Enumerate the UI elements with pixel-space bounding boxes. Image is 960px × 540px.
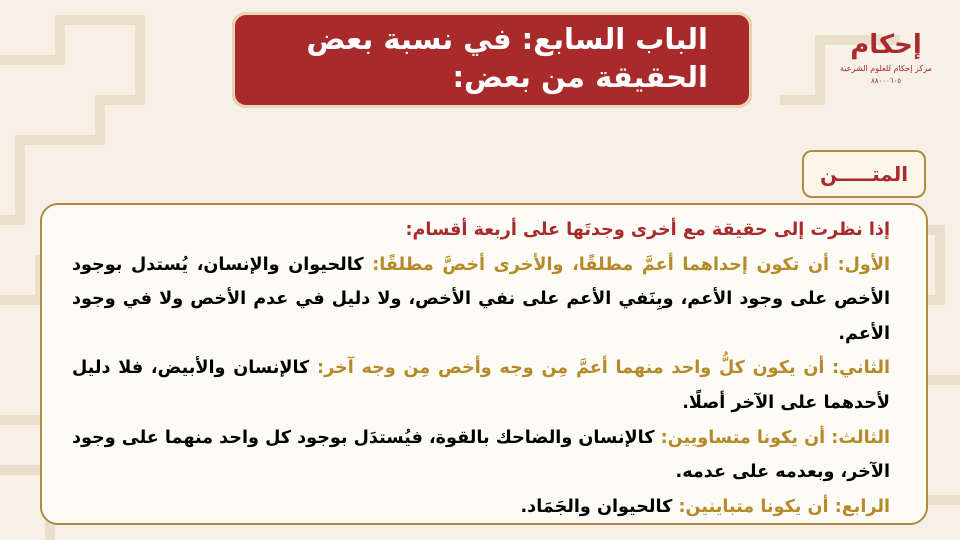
matn-section-tab: المتـــــن [802,150,926,198]
fourth-category-paragraph [72,490,890,525]
second-category-paragraph [72,351,890,420]
third-condition: أن يكونا متساويين: [660,427,832,448]
ihkam-logo [838,28,934,98]
logo-subtitle: مركز إحكام للعلوم الشرعية [840,64,932,73]
chapter-title-line-2: الحقيقة من بعض: [452,60,708,94]
fourth-condition: أن يكونا متباينين: [678,496,835,517]
third-label: الثالث: [831,427,890,448]
logo-number: ٨٨٠٠٠٦٠٥ [870,77,902,85]
intro-text: إذا نظرت إلى حقيقة مع أخرى وجدتَها على أربعة أقسام: [405,220,890,240]
third-category-paragraph [72,421,890,490]
first-condition: أن تكون إحداهما أعمَّ مطلقًا، والأخرى أخصَّ مطلقًا: [372,254,838,275]
logo-wordmark: إحكام [850,30,922,60]
fourth-label: الرابع: [834,496,890,517]
first-text: كالحيوان والإنسان، يُستدل بوجود الأخص على وجود الأعم، وبِنَفي الأعم على نفي الأخص، ولا دليل في عدم الأخص ولا في وجود الأعم. [72,254,890,344]
first-label: الأول: [837,254,890,275]
second-condition: أن يكون كلُّ واحد منهما أعمَّ مِن وجه وأخص مِن وجه آخر: [317,358,833,379]
fourth-text: كالحيوان والجَمَاد. [520,496,679,517]
second-label: الثاني: [832,358,890,379]
chapter-title-banner [232,12,752,108]
chapter-title-line-1: الباب السابع: في نسبة بعض [306,22,708,56]
first-category-paragraph [72,248,890,352]
matn-content-box [40,203,928,525]
intro-paragraph [72,213,890,248]
third-text: كالإنسان والضاحك بالقوة، فيُستدَل بوجود كل واحد منهما على وجود الآخر، وبعدمه على عدمه. [72,427,890,483]
second-text: كالإنسان والأبيض، فلا دليل لأحدهما على الآخر أصلًا. [72,358,890,413]
